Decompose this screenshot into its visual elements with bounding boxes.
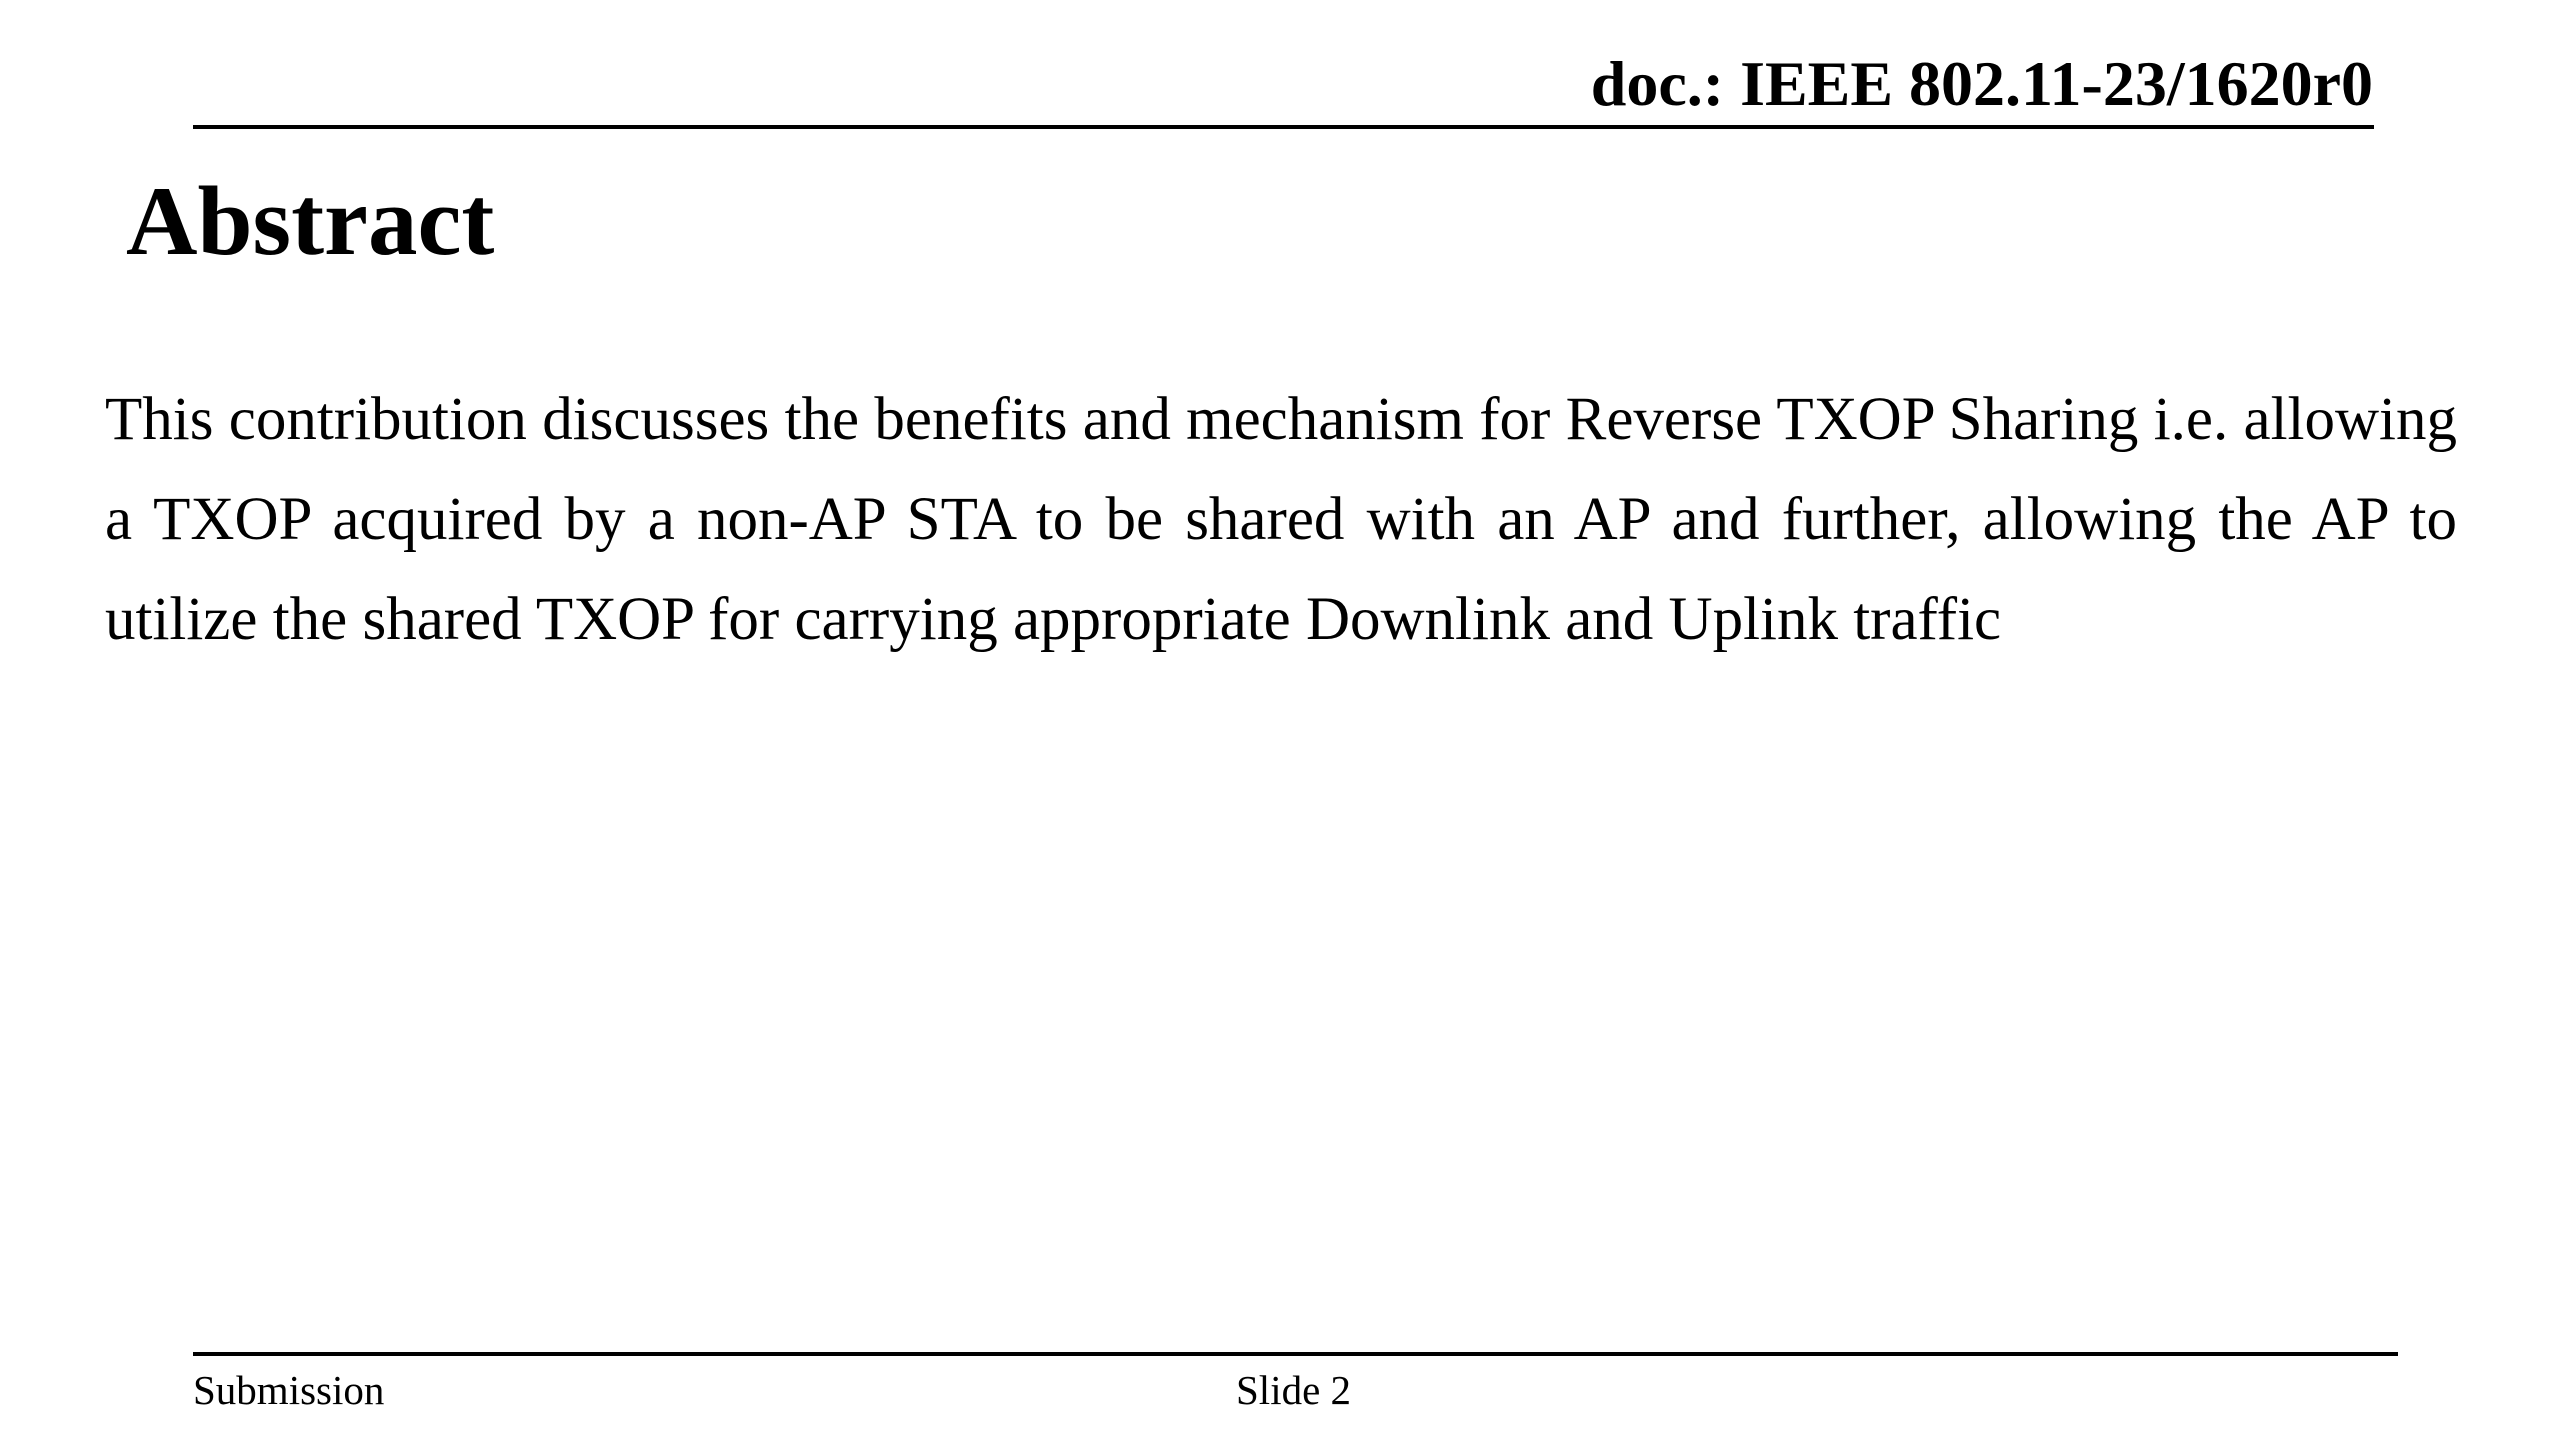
abstract-paragraph: This contribution discusses the benefits and mechanism for Reverse TXOP Sharing i.e. allowing a TXOP acquired by a non-AP STA to be shared with an AP and further, allowing the AP to utilize the shared TXOP for carrying appropriate Downlink and Uplink traffic <box>105 386 2457 653</box>
document-id: doc.: IEEE 802.11-23/1620r0 <box>1590 48 2373 119</box>
footer-slide-number: Slide 2 <box>1236 1367 1352 1413</box>
header-divider <box>193 125 2374 129</box>
footer-submission-label: Submission <box>193 1367 385 1413</box>
slide-title: Abstract <box>126 167 495 276</box>
footer-divider <box>193 1352 2398 1356</box>
